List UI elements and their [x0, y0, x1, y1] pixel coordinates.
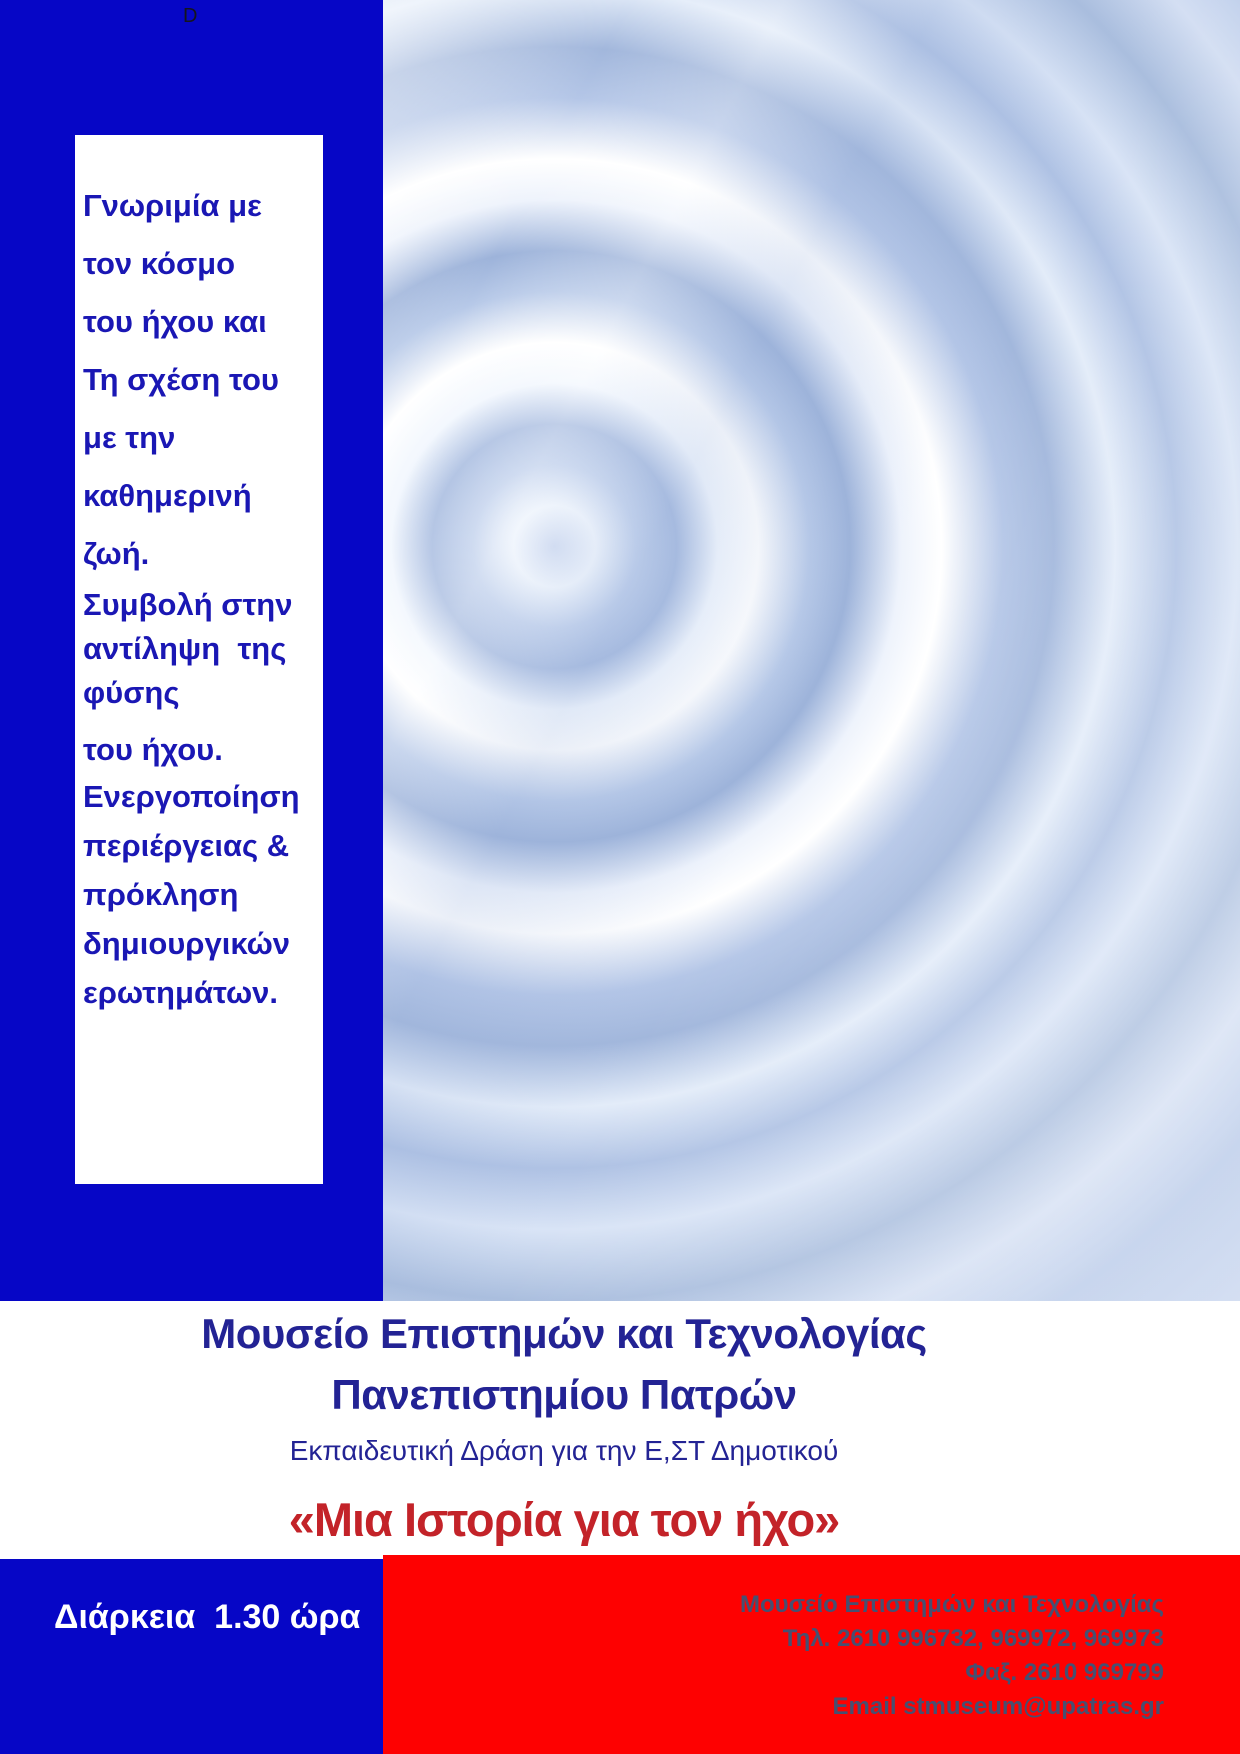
contact-phone: Τηλ. 2610 996732, 969972, 969973 — [782, 1625, 1164, 1652]
contact-panel — [383, 1555, 1240, 1754]
contact-fax: Φαξ. 2610 969799 — [965, 1659, 1164, 1686]
museum-title-line1: Μουσείο Επιστημών και Τεχνολογίας — [201, 1310, 927, 1357]
museum-title-line2: Πανεπιστημίου Πατρών — [331, 1371, 797, 1418]
duration-panel — [0, 1559, 383, 1754]
stray-watermark-character: D — [183, 5, 198, 27]
objective-line: του ήχου. — [83, 732, 223, 767]
objective-line: πρόκληση — [83, 877, 239, 912]
objective-line: του ήχου και — [83, 304, 267, 339]
contact-block — [383, 1555, 1240, 1724]
objective-paragraph-2 — [83, 583, 319, 772]
program-subtitle: Εκπαιδευτική Δράση για την Ε,ΣΤ Δημοτικού — [289, 1435, 839, 1466]
objective-line: ερωτημάτων. — [83, 975, 279, 1010]
objective-line: φύσης — [83, 675, 180, 710]
left-blue-panel — [0, 0, 383, 1301]
objective-paragraph-3 — [83, 772, 319, 1017]
objective-line: ζωή. — [83, 536, 150, 571]
water-ripple-image — [383, 0, 1240, 1301]
contact-email: Email stmuseum@upatras.gr — [832, 1693, 1164, 1720]
objective-line: δημιουργικών — [83, 926, 291, 961]
objective-line: Γνωριμία με — [83, 188, 262, 223]
objective-line: περιέργειας & — [83, 828, 290, 863]
objective-paragraph-1 — [83, 177, 319, 583]
objective-line: Τη σχέση του — [83, 362, 279, 397]
event-title: «Μια Ιστορία για τον ήχο» — [288, 1493, 840, 1546]
objective-line: με την — [83, 420, 176, 455]
contact-name: Μουσείο Επιστημών και Τεχνολογίας — [740, 1591, 1164, 1618]
heading-block — [0, 1301, 1128, 1551]
objective-line: Συμβολή στην — [83, 587, 293, 622]
objective-line: αντίληψη της — [83, 631, 287, 666]
objective-line: Ενεργοποίηση — [83, 779, 300, 814]
duration-text: Διάρκεια 1.30 ώρα — [54, 1598, 361, 1636]
objectives-box — [75, 135, 323, 1184]
objective-line: τον κόσμο — [83, 246, 236, 281]
objective-line: καθημερινή — [83, 478, 252, 513]
